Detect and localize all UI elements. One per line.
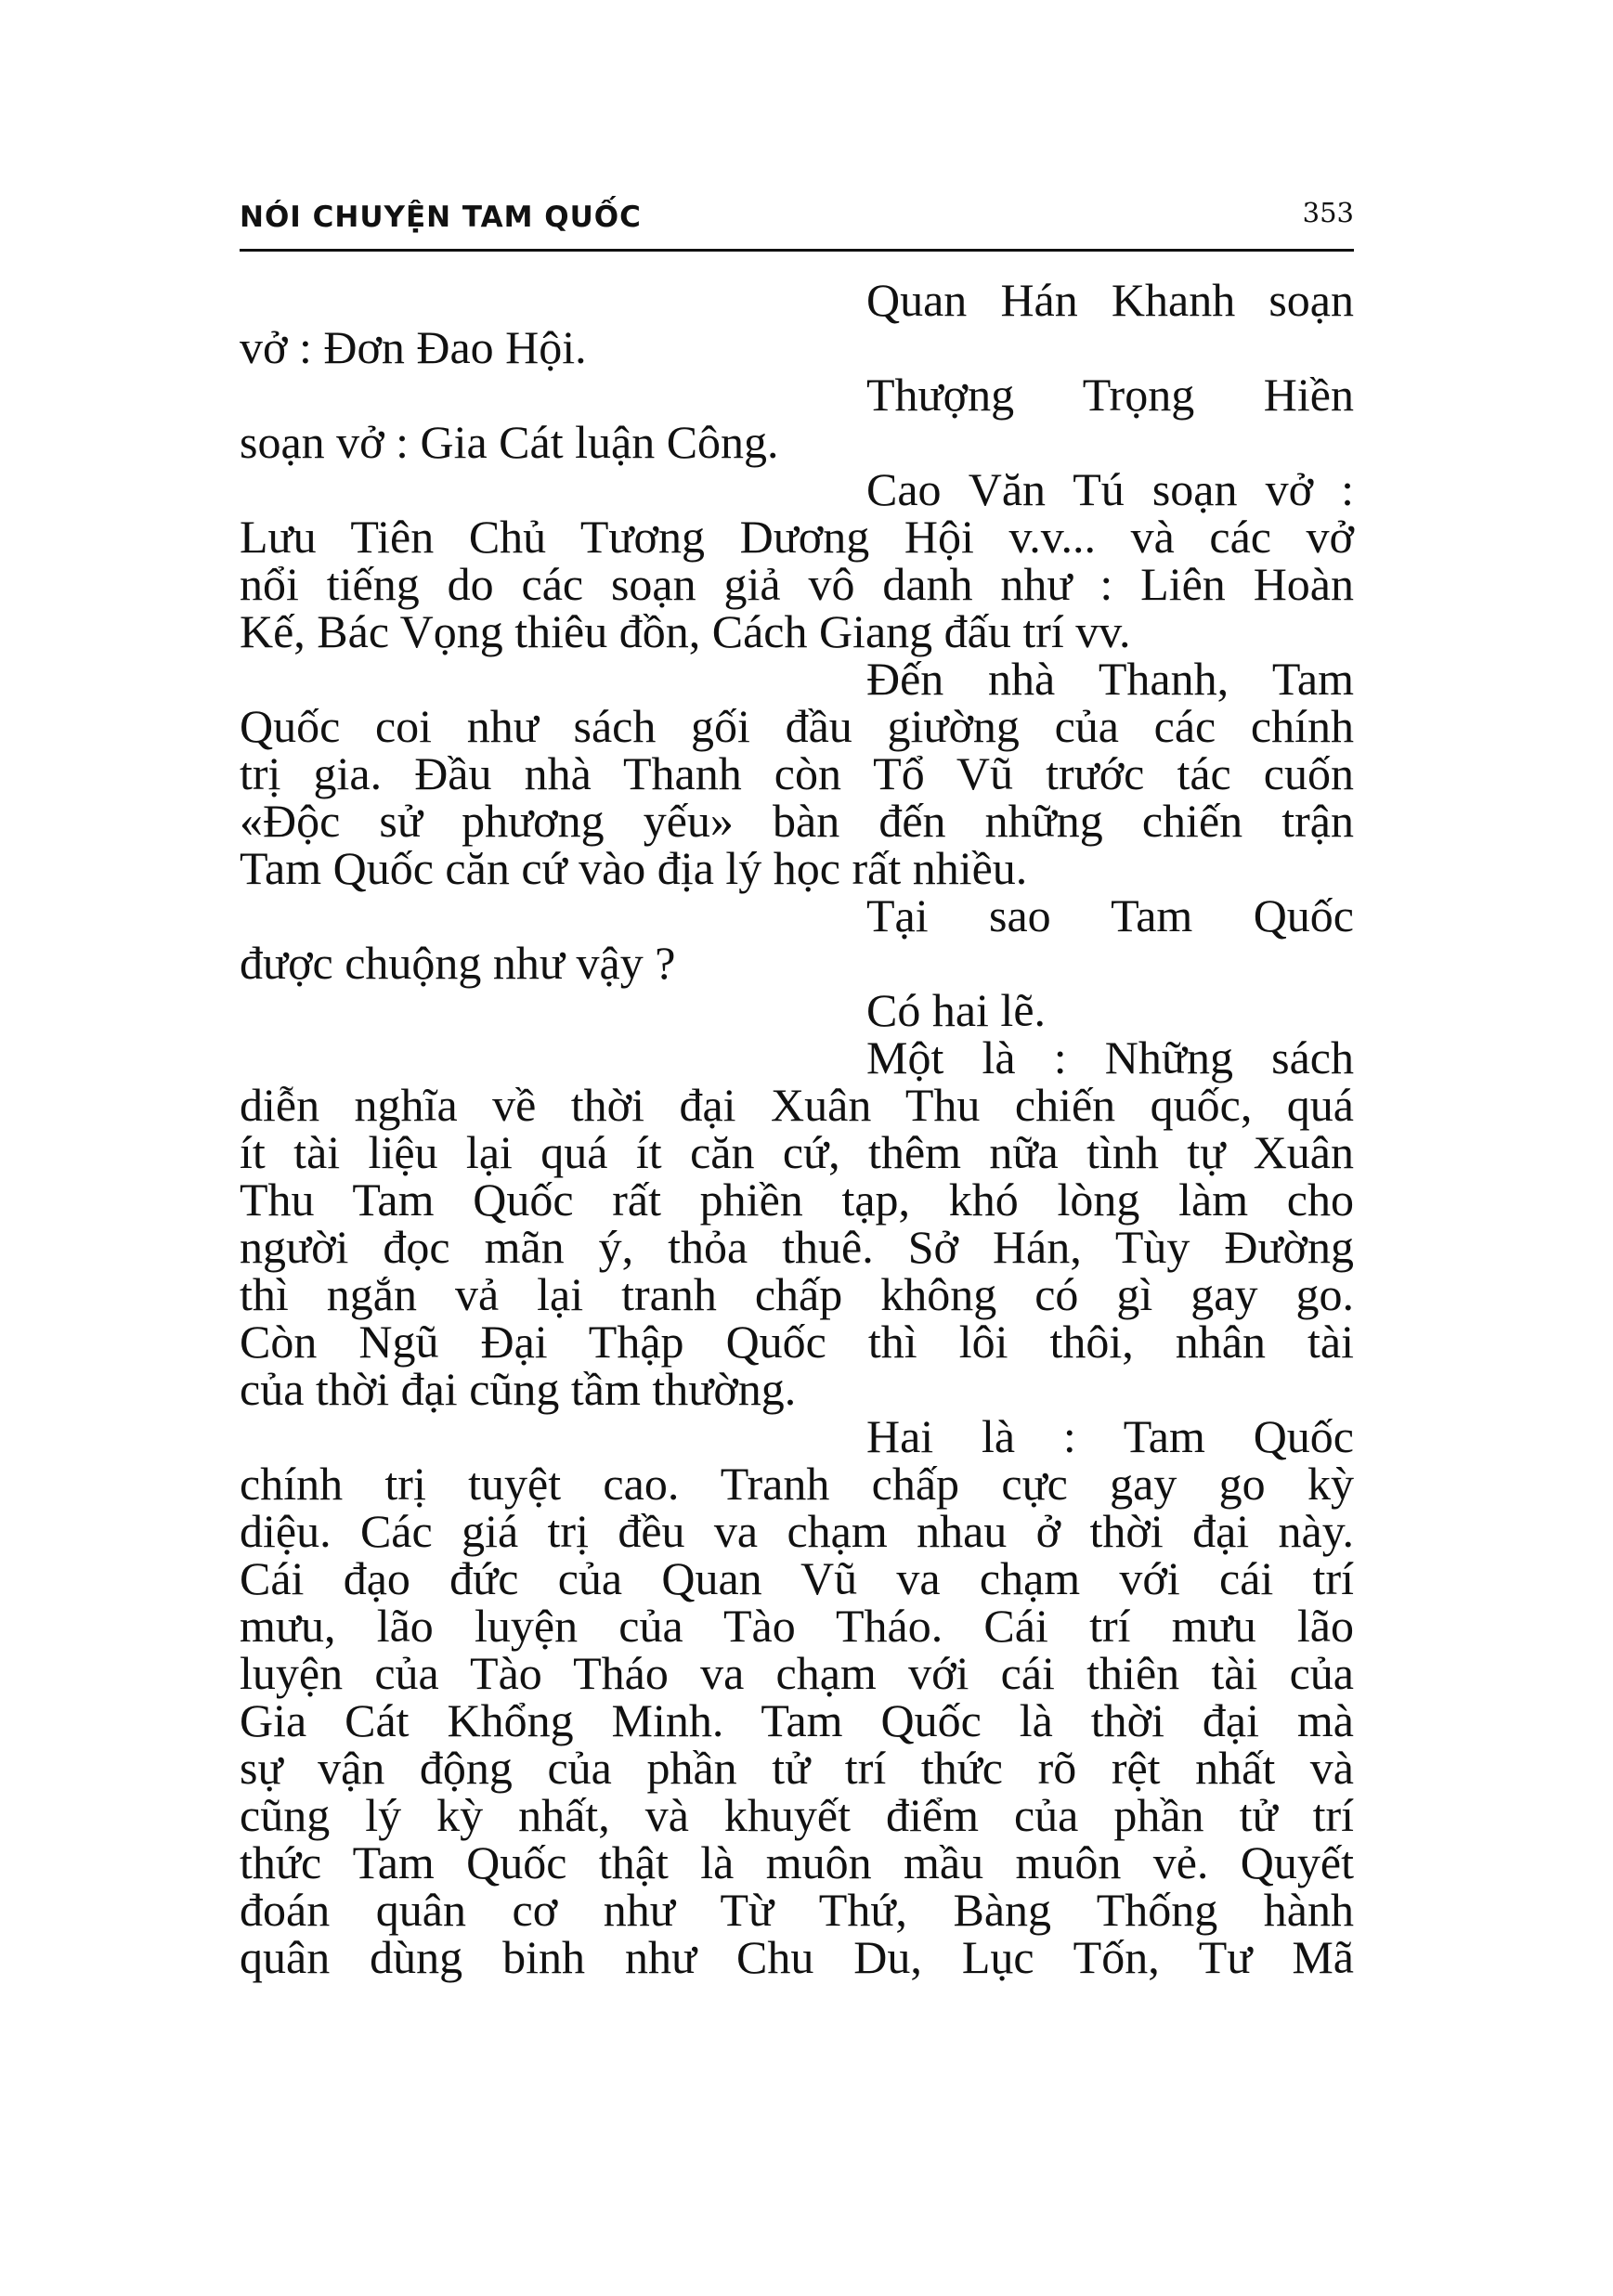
running-title: NÓI CHUYỆN TAM QUỐC (240, 201, 642, 234)
text-line: người đọc mãn ý, thỏa thuê. Sở Hán, Tùy Đường (240, 1221, 1354, 1273)
text-line: thức Tam Quốc thật là muôn mầu muôn vẻ. Quyết (240, 1836, 1354, 1888)
text-line: Cái đạo đức của Quan Vũ va chạm với cái trí (240, 1552, 1354, 1604)
text-line: mưu, lão luyện của Tào Tháo. Cái trí mưu lão (240, 1600, 1354, 1652)
text-line: Thu Tam Quốc rất phiền tạp, khó lòng làm cho (240, 1174, 1354, 1226)
text-line: cũng lý kỳ nhất, và khuyết điểm của phần tử trí (240, 1789, 1354, 1841)
text-line: quân dùng binh như Chu Du, Lục Tốn, Tư Mã (240, 1931, 1354, 1983)
body-text (240, 274, 1354, 1983)
text-line: soạn vở : Gia Cát luận Công. (240, 416, 779, 468)
text-line: thì ngắn vả lại tranh chấp không có gì gay go. (240, 1268, 1354, 1320)
text-line: Kế, Bác Vọng thiêu đồn, Cách Giang đấu trí vv. (240, 605, 1131, 657)
text-line: đoán quân cơ như Từ Thứ, Bàng Thống hành (240, 1884, 1354, 1936)
text-line: Lưu Tiên Chủ Tương Dương Hội v.v... và các vở (240, 511, 1354, 563)
text-line: vở : Đơn Đao Hội. (240, 321, 587, 373)
text-line: diệu. Các giá trị đều va chạm nhau ở thời đại này. (240, 1505, 1354, 1557)
text-line: luyện của Tào Tháo va chạm với cái thiên tài của (240, 1647, 1354, 1699)
text-line: diễn nghĩa về thời đại Xuân Thu chiến quốc, quá (240, 1079, 1354, 1131)
text-line: sự vận động của phần tử trí thức rõ rệt nhất và (240, 1742, 1354, 1794)
text-line: Một là : Những sách (866, 1031, 1354, 1083)
text-line: được chuộng như vậy ? (240, 937, 676, 989)
page-number: 353 (1302, 197, 1354, 228)
text-line: Hai là : Tam Quốc (866, 1410, 1354, 1462)
text-line: chính trị tuyệt cao. Tranh chấp cực gay go kỳ (240, 1458, 1354, 1510)
text-line: Tại sao Tam Quốc (866, 889, 1354, 941)
text-line: của thời đại cũng tầm thường. (240, 1363, 797, 1415)
text-line: ít tài liệu lại quá ít căn cứ, thêm nữa tình tự Xuân (240, 1126, 1354, 1178)
text-line: «Độc sử phương yếu» bàn đến những chiến trận (240, 795, 1354, 847)
text-line: nổi tiếng do các soạn giả vô danh như : Liên Hoàn (240, 558, 1354, 610)
text-line: Đến nhà Thanh, Tam (866, 653, 1354, 705)
text-line: Tam Quốc căn cứ vào địa lý học rất nhiều. (240, 842, 1028, 894)
text-line: Còn Ngũ Đại Thập Quốc thì lôi thôi, nhân tài (240, 1316, 1354, 1368)
page-header (240, 193, 1354, 252)
text-line: Quan Hán Khanh soạn (866, 274, 1354, 326)
text-line: Quốc coi như sách gối đầu giường của các chính (240, 700, 1354, 752)
text-line: Có hai lẽ. (866, 984, 1047, 1036)
text-line: Gia Cát Khổng Minh. Tam Quốc là thời đại mà (240, 1694, 1354, 1746)
text-line: Cao Văn Tú soạn vở : (866, 463, 1354, 515)
text-line: trị gia. Đầu nhà Thanh còn Tổ Vũ trước tác cuốn (240, 747, 1354, 799)
text-line: Thượng Trọng Hiền (866, 369, 1354, 421)
